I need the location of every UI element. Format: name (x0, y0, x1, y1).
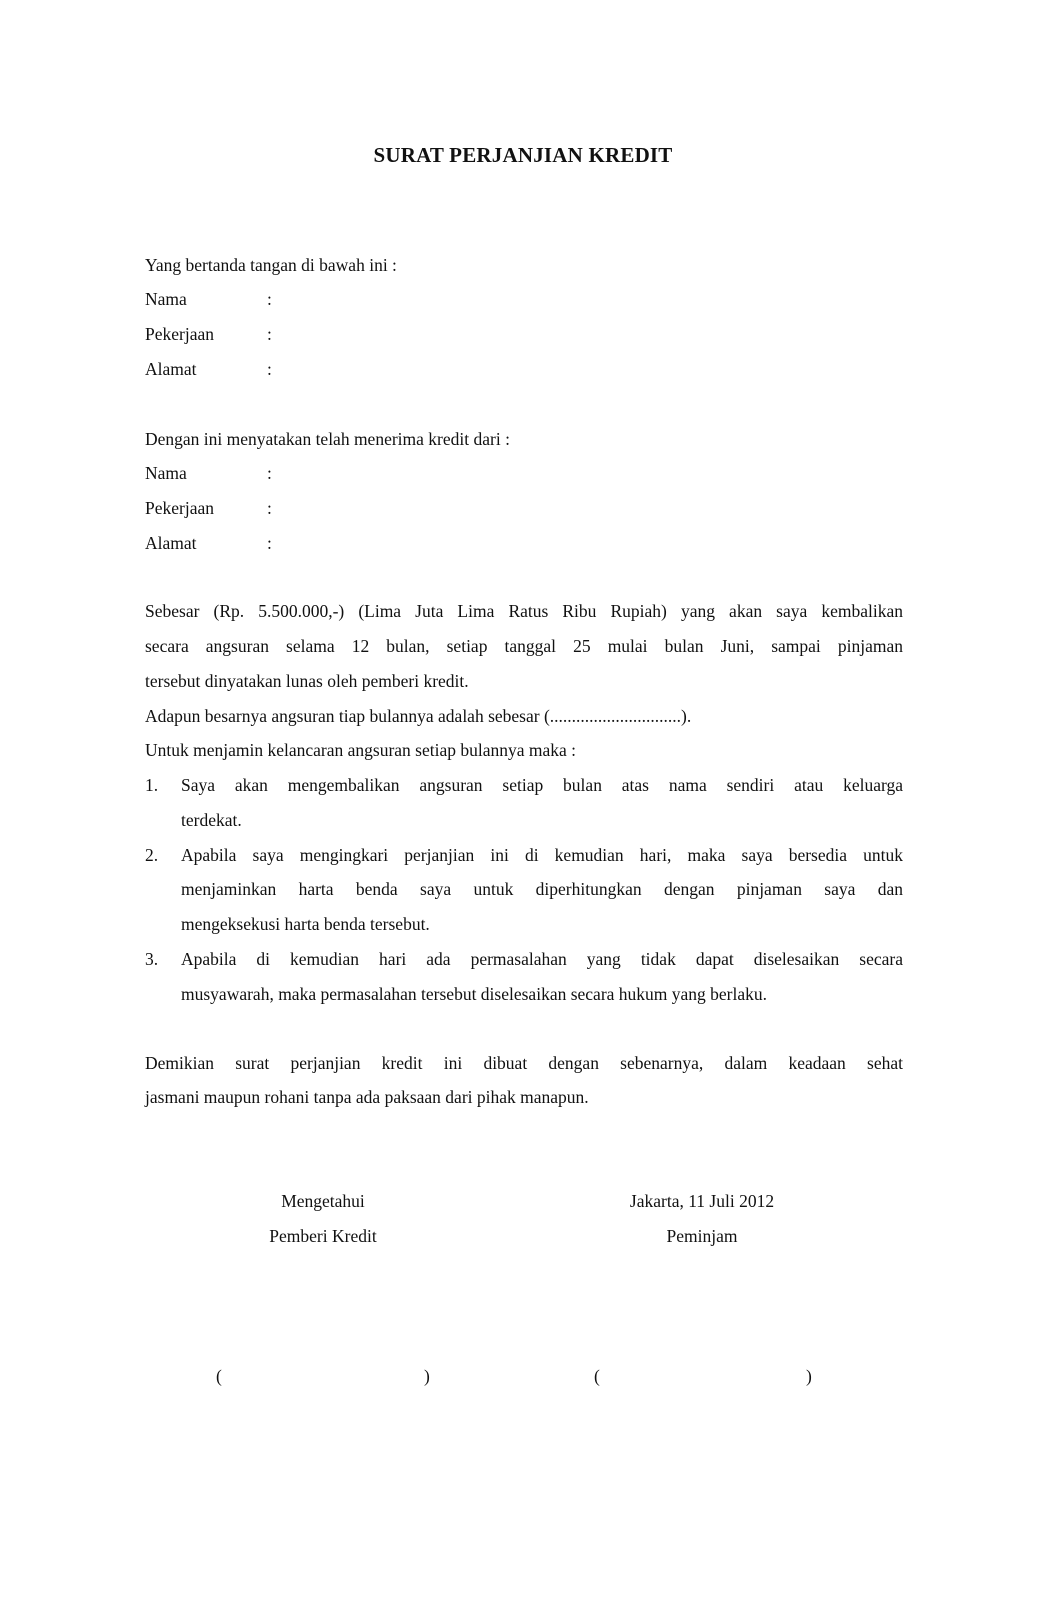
list-item-line: Apabila saya mengingkari perjanjian ini di kemudian hari, maka saya bersedia untuk (181, 845, 903, 865)
party1-pekerjaan-colon: : (267, 324, 272, 344)
place-date: Jakarta, 11 Juli 2012 (629, 1191, 775, 1211)
left-role: Pemberi Kredit (269, 1226, 377, 1246)
right-signature-open-paren: ( (594, 1366, 600, 1386)
intro-text: Yang bertanda tangan di bawah ini : (145, 255, 397, 275)
left-signature-close-paren: ) (424, 1366, 430, 1386)
list-item-line: Apabila di kemudian hari ada permasalahan yang tidak dapat diselesaikan secara (181, 949, 903, 969)
document-title: SURAT PERJANJIAN KREDIT (373, 143, 673, 167)
amount-line-1: Sebesar (Rp. 5.500.000,-) (Lima Juta Lima Ratus Ribu Rupiah) yang akan saya kembalikan (145, 601, 903, 621)
guarantee-intro: Untuk menjamin kelancaran angsuran setiap bulannya maka : (145, 740, 577, 760)
right-role: Peminjam (666, 1226, 738, 1246)
party2-alamat-colon: : (267, 533, 272, 553)
party2-pekerjaan-label: Pekerjaan (145, 498, 214, 518)
amount-line-3: tersebut dinyatakan lunas oleh pemberi kredit. (145, 671, 469, 691)
list-item-line: menjaminkan harta benda saya untuk diperhitungkan dengan pinjaman saya dan (181, 879, 903, 899)
list-item-line: musyawarah, maka permasalahan tersebut diselesaikan secara hukum yang berlaku. (181, 984, 768, 1004)
amount-line-2: secara angsuran selama 12 bulan, setiap tanggal 25 mulai bulan Juni, sampai pinjaman (145, 636, 903, 656)
list-number: 2. (145, 845, 159, 865)
left-signature-open-paren: ( (216, 1366, 222, 1386)
party1-pekerjaan-label: Pekerjaan (145, 324, 214, 344)
closing-line-2: jasmani maupun rohani tanpa ada paksaan dari pihak manapun. (145, 1087, 589, 1107)
list-number: 1. (145, 775, 159, 795)
closing-line-1: Demikian surat perjanjian kredit ini dibuat dengan sebenarnya, dalam keadaan sehat (145, 1053, 903, 1073)
right-signature-close-paren: ) (806, 1366, 812, 1386)
party1-alamat-colon: : (267, 359, 272, 379)
party2-nama-colon: : (267, 463, 272, 483)
installment-text: Adapun besarnya angsuran tiap bulannya adalah sebesar (..............................). (145, 706, 692, 726)
list-item-line: Saya akan mengembalikan angsuran setiap bulan atas nama sendiri atau keluarga (181, 775, 903, 795)
party1-nama-label: Nama (145, 289, 187, 309)
list-item-line: mengeksekusi harta benda tersebut. (181, 914, 430, 934)
party2-nama-label: Nama (145, 463, 187, 483)
left-heading: Mengetahui (281, 1191, 365, 1211)
party2-pekerjaan-colon: : (267, 498, 272, 518)
receipt-text: Dengan ini menyatakan telah menerima kredit dari : (145, 429, 510, 449)
list-number: 3. (145, 949, 159, 969)
list-item-line: terdekat. (181, 810, 242, 830)
party2-alamat-label: Alamat (145, 533, 197, 553)
party1-nama-colon: : (267, 289, 272, 309)
party1-alamat-label: Alamat (145, 359, 197, 379)
